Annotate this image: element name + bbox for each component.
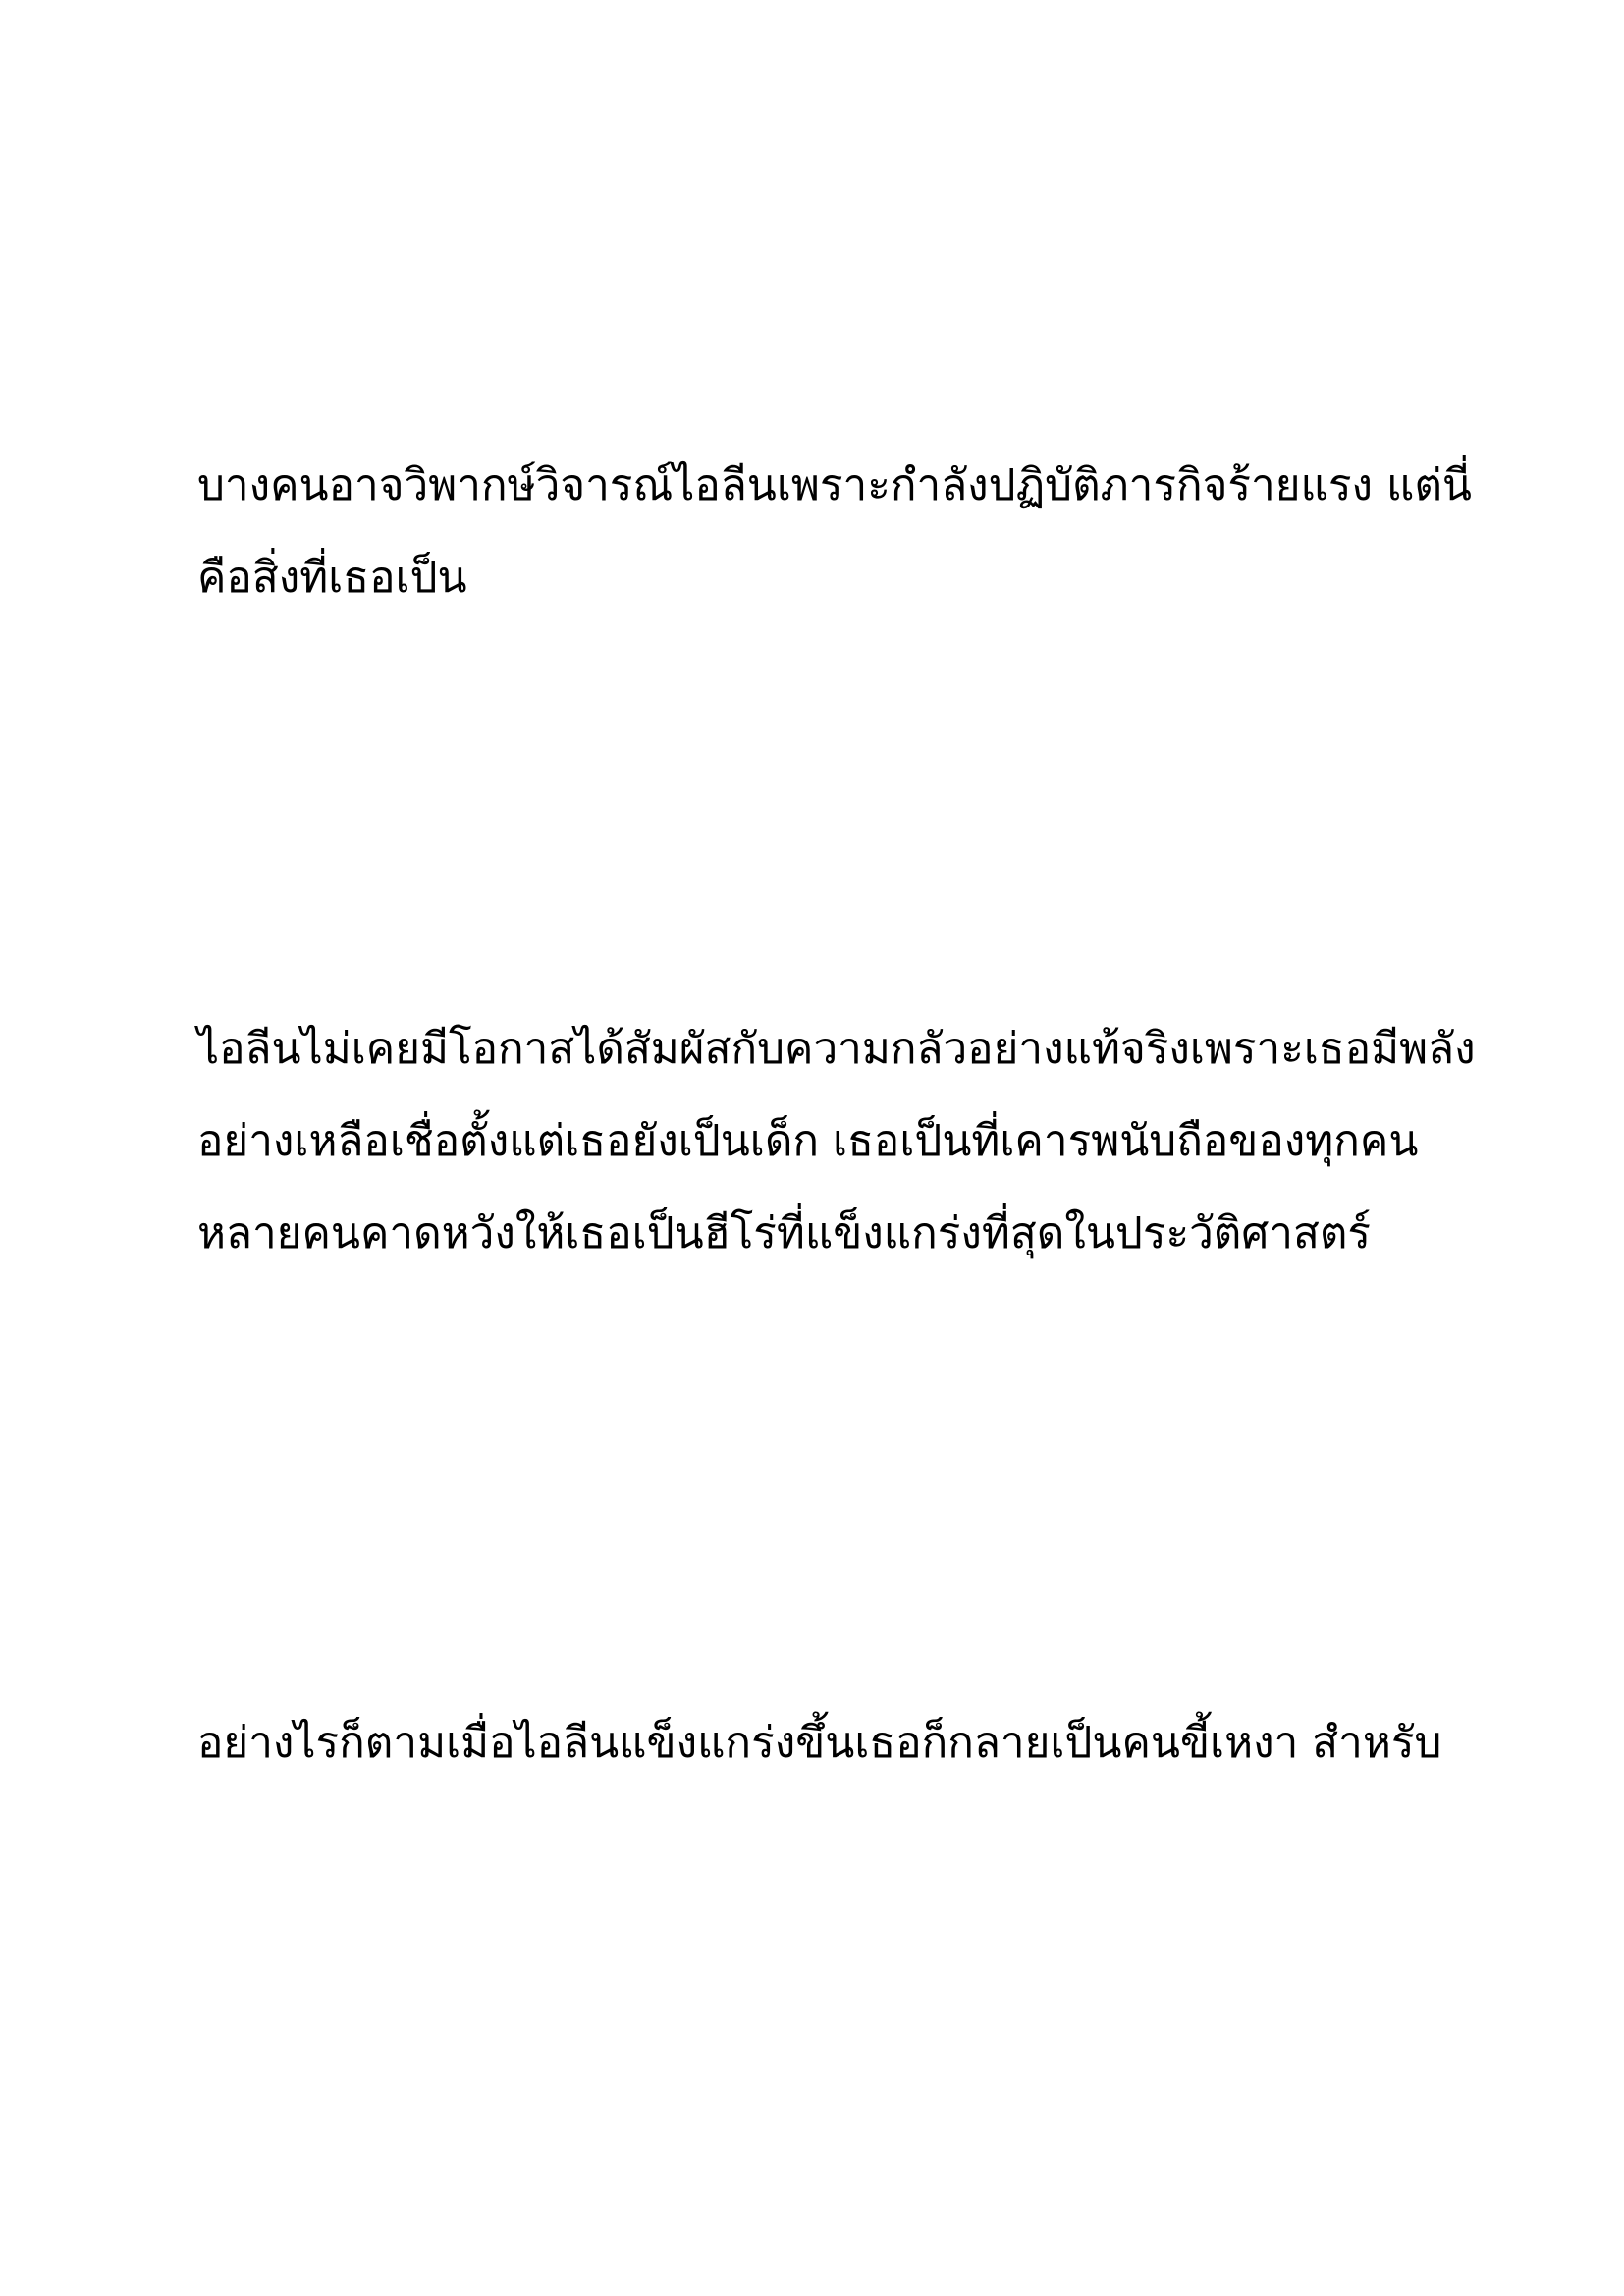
paragraph-line: อย่างเหลือเชื่อตั้งแต่เธอยังเป็นเด็ก เธอเป็นที่เคารพนับถือของทุกคน (197, 1116, 1419, 1166)
paragraph-1 (197, 440, 1474, 624)
paragraph-line: คือสิ่งที่เธอเป็น (197, 553, 467, 603)
paragraph-line: อย่างไรก็ตามเมื่อไอลีนแข็งแกร่งขึ้นเธอก็กลายเป็นคนขี้เหงา สำหรับ (197, 1718, 1442, 1768)
paragraph-line: หลายคนคาดหวังให้เธอเป็นฮีโร่ที่แข็งแกร่งที่สุดในประวัติศาสตร์ (197, 1208, 1372, 1258)
paragraph-2 (197, 1003, 1474, 1280)
paragraph-3 (197, 1697, 1474, 1789)
paragraph-line: บางคนอาจวิพากษ์วิจารณ์ไอลีนเพราะกำลังปฏิบัติภารกิจร้ายแรง แต่นี่ (197, 460, 1472, 510)
paragraph-line: ไอลีนไม่เคยมีโอกาสได้สัมผัสกับความกลัวอย่างแท้จริงเพราะเธอมีพลัง (197, 1024, 1476, 1074)
